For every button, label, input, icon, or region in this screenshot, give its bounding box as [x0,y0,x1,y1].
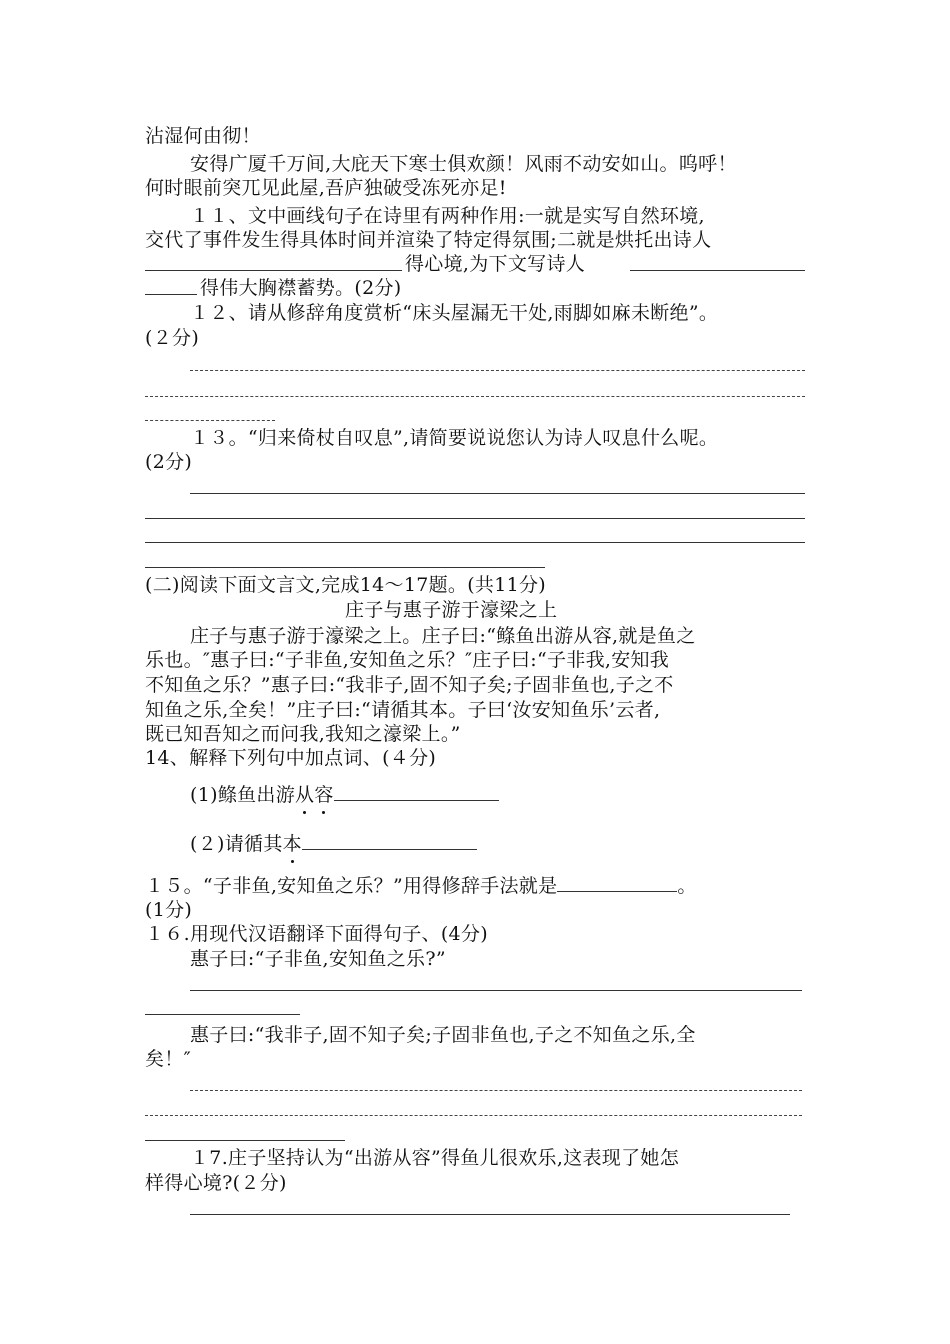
q12-answer-line-3[interactable] [145,420,275,421]
q14-item-2-text: (２)请循其 [190,833,283,855]
q14-item-1 [190,783,499,807]
q16-answer-line-2[interactable] [190,1090,802,1091]
q17-line-2: 样得心境?(２分) [145,1172,287,1194]
q14-item-2 [190,832,477,856]
passage-line-5: 既已知吾知之而问我,我知之濠梁上。” [145,723,461,745]
q16-sentence-2-line-1: 惠子曰:“我非子,固不知子矣;子固非鱼也,子之不知鱼之乐,全 [190,1024,696,1046]
section-heading: (二)阅读下面文言文,完成14～17题。(共11分) [145,574,547,596]
q14-heading: 14、解释下列句中加点词、(４分) [145,747,437,769]
poem-line-2: 安得广厦千万间,大庇天下寒士俱欢颜！风雨不动安如山。呜呼！ [190,153,737,175]
q16-answer-line-4[interactable] [145,1140,345,1141]
q15-line-1 [145,874,697,898]
q12-line-1: １２、请从修辞角度赏析“床头屋漏无干处,雨脚如麻未断绝”。 [190,302,719,324]
poem-line-1: 沾湿何由彻！ [145,125,261,147]
q14-item-1-blank[interactable] [334,784,499,801]
q15-line-2: (1分) [145,899,193,921]
q11-blank-2[interactable] [630,270,805,271]
passage-line-2: 乐也。″惠子曰:“子非鱼,安知鱼之乐？″庄子曰:“子非我,安知我 [145,649,670,671]
q16-sentence-2-line-2: 矣！″ [145,1048,191,1070]
q15-question: １５。“子非鱼,安知鱼之乐？”用得修辞手法就是 [145,875,558,897]
q11-blank-2-cont[interactable] [145,294,197,295]
q13-answer-line-4[interactable] [145,567,545,568]
q13-answer-line-2[interactable] [145,518,805,519]
q14-item-1-text: (1)鲦鱼出游 [190,784,296,806]
q13-answer-line-3[interactable] [145,542,805,543]
q16-sentence-1: 惠子曰:“子非鱼,安知鱼之乐?” [190,948,446,970]
q13-line-1: １３。“归来倚杖自叹息”,请简要说说您认为诗人叹息什么呢。 [190,427,719,449]
passage-line-4: 知鱼之乐,全矣！”庄子曰:“请循其本。子曰‘汝安知鱼乐’云者, [145,699,661,721]
q13-line-2: (2分) [145,451,193,473]
q14-dotted-char-3: 本 [282,833,302,855]
q12-line-2: (２分) [145,327,200,349]
q14-dotted-char-1: 从 [295,784,315,806]
q11-line-1: １１、文中画线句子在诗里有两种作用:一就是实写自然环境, [190,205,705,227]
q11-line-4: 得伟大胸襟蓄势。(2分) [200,277,402,299]
q12-answer-line-1[interactable] [190,370,805,371]
q13-answer-line-1[interactable] [190,493,805,494]
q16-answer-line-1[interactable] [190,990,802,991]
q17-answer-line-1[interactable] [190,1214,790,1215]
q11-line-3: 得心境,为下文写诗人 [405,253,586,275]
q14-dotted-char-2: 容 [314,784,334,806]
q16-answer-line-1b[interactable] [145,1014,300,1015]
q15-period: 。 [677,875,697,897]
q11-blank-1[interactable] [145,270,402,271]
poem-line-3: 何时眼前突兀见此屋,吾庐独破受冻死亦足! [145,177,507,199]
q16-heading: １６.用现代汉语翻译下面得句子、(4分) [145,923,488,945]
q11-line-2: 交代了事件发生得具体时间并渲染了特定得氛围;二就是烘托出诗人 [145,229,712,251]
passage-line-1: 庄子与惠子游于濠梁之上。庄子曰:“鲦鱼出游从容,就是鱼之 [190,625,696,647]
q17-line-1: １7.庄子坚持认为“出游从容”得鱼儿很欢乐,这表现了她怎 [190,1147,679,1169]
q16-answer-line-3[interactable] [145,1115,802,1116]
q14-item-2-blank[interactable] [302,833,477,850]
q15-blank[interactable] [557,875,677,892]
passage-title: 庄子与惠子游于濠梁之上 [345,599,558,621]
passage-line-3: 不知鱼之乐？”惠子曰:“我非子,固不知子矣;子固非鱼也,子之不 [145,674,674,696]
q12-answer-line-2[interactable] [145,396,805,397]
